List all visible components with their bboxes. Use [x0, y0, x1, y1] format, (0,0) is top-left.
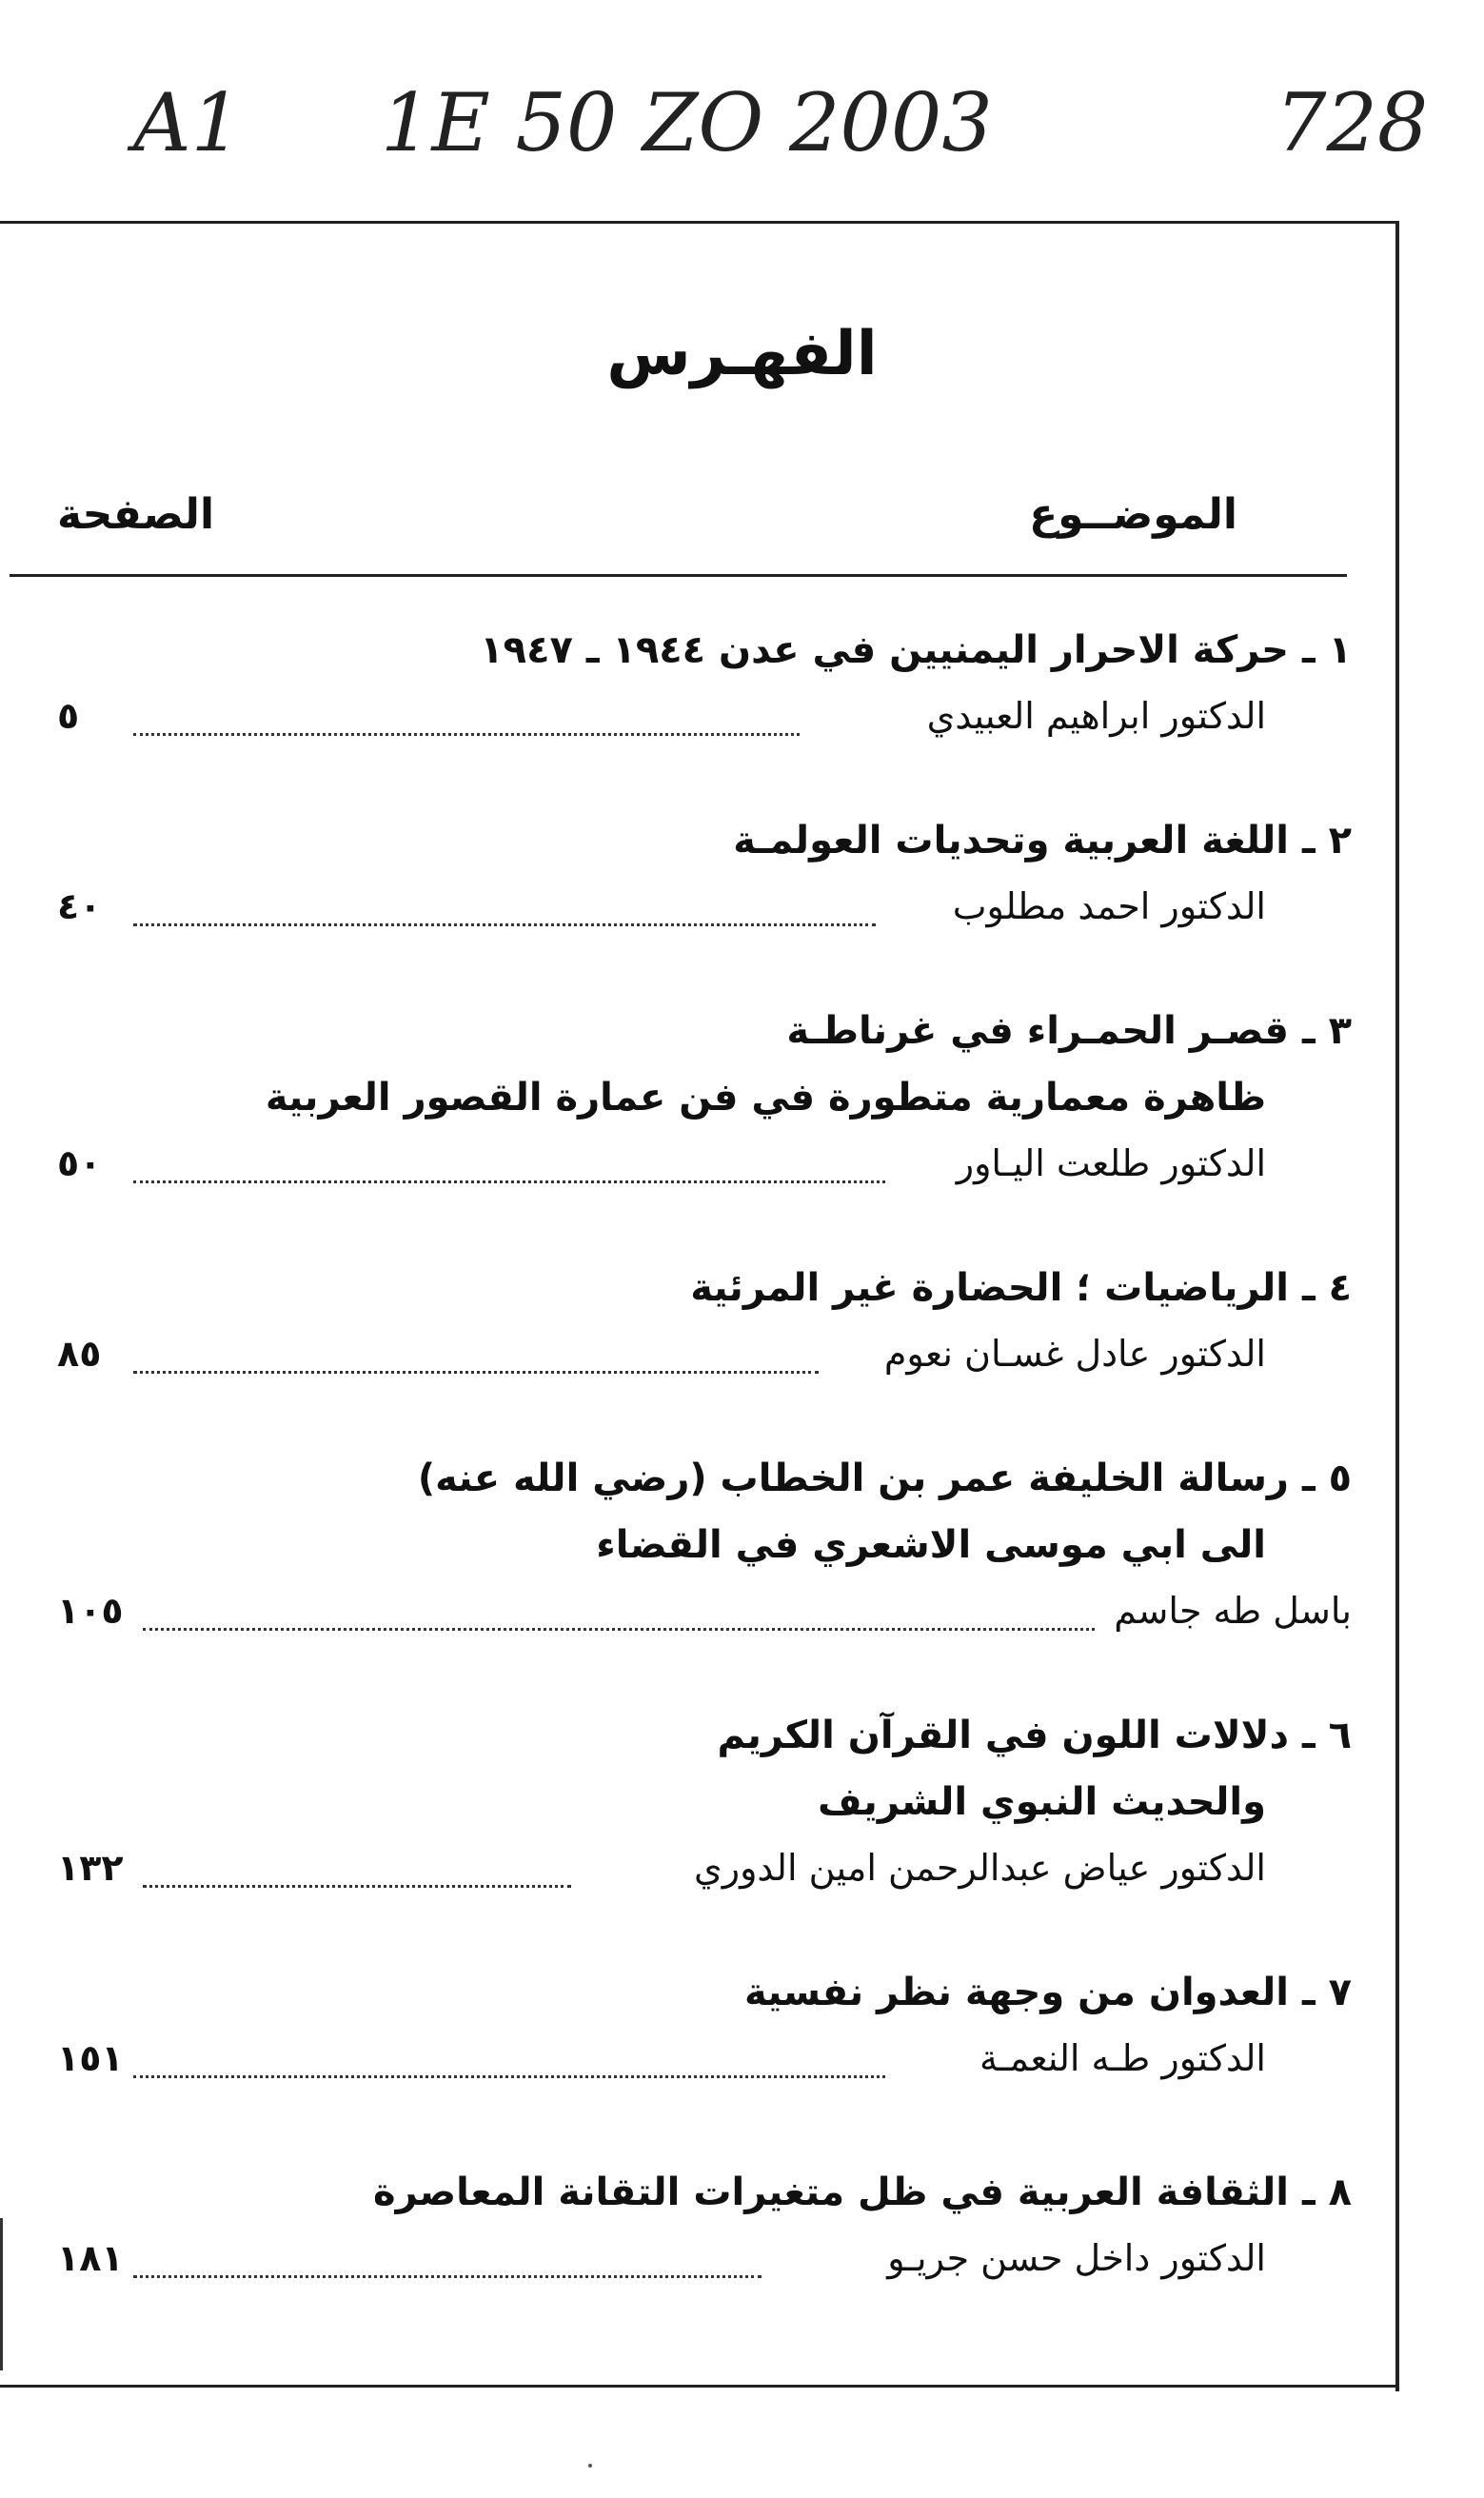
entry-author: الدكتور داخل حسن جريـو — [887, 2237, 1266, 2279]
entry-title-line — [57, 628, 1352, 695]
leader-dots — [133, 733, 800, 736]
entry-page-number: ٨٥ — [57, 1333, 102, 1375]
toc-entry-3 — [57, 1009, 1352, 1209]
leader-dots — [133, 2275, 762, 2278]
entry-title: قصـر الحمـراء في غرناطـة — [786, 1009, 1289, 1053]
topic-column-header: الموضــوع — [1029, 490, 1237, 539]
entry-author: باسل طه جاسم — [1114, 1590, 1352, 1632]
toc-entry-4 — [57, 1266, 1352, 1399]
entry-title: الرياضيات ؛ الحضارة غير المرئية — [690, 1266, 1289, 1310]
page-column-header: الصفحة — [57, 490, 215, 539]
frame-left-border — [0, 2218, 3, 2370]
handwritten-note-c: 728 — [1276, 76, 1429, 169]
entry-number: ٢ ـ — [1301, 819, 1352, 862]
entry-title: حركة الاحرار اليمنيين في عدن ١٩٤٤ ـ ١٩٤٧ — [480, 628, 1289, 672]
entry-title-line — [57, 819, 1352, 885]
scan-speck — [588, 2464, 592, 2468]
entry-number: ٤ ـ — [1301, 1266, 1352, 1310]
header-divider — [10, 574, 1347, 577]
entry-author-line — [57, 1847, 1352, 1913]
leader-dots — [133, 1180, 885, 1183]
entry-title-line — [57, 1971, 1352, 2037]
entry-author: الدكتور عياض عبدالرحمن امين الدوري — [693, 1847, 1266, 1889]
entry-author-line — [57, 1590, 1352, 1656]
page-title: الفهـرس — [606, 319, 878, 389]
entry-author: الدكتور طـه النعمـة — [979, 2037, 1266, 2079]
entry-title-line — [57, 1076, 1352, 1142]
frame-top-border — [0, 221, 1399, 224]
entry-author: الدكتور طلعت اليـاور — [956, 1142, 1266, 1184]
leader-dots — [143, 1885, 571, 1888]
frame-bottom-border — [0, 2385, 1399, 2388]
entry-title: الثقافة العربية في ظل متغيرات التقانة المعاصرة — [373, 2171, 1289, 2214]
entry-author-line — [57, 2237, 1352, 2304]
entry-number: ٣ ـ — [1301, 1009, 1352, 1053]
entry-number: ٧ ـ — [1301, 1971, 1352, 2014]
entry-page-number: ١٣٢ — [57, 1847, 124, 1889]
entry-title-continued: الى ابي موسى الاشعري في القضاء — [596, 1523, 1266, 1567]
entry-author-line — [57, 1142, 1352, 1209]
entry-number: ٨ ـ — [1301, 2171, 1352, 2214]
leader-dots — [133, 923, 876, 926]
entry-page-number: ٥ — [57, 695, 80, 737]
entry-title-line — [57, 1266, 1352, 1333]
handwritten-catalog-note — [95, 57, 1428, 190]
toc-entry-6 — [57, 1714, 1352, 1913]
entry-page-number: ٤٠ — [57, 885, 102, 927]
entry-author-line — [57, 1333, 1352, 1399]
entry-author: الدكتور عادل غسـان نعوم — [883, 1333, 1266, 1375]
toc-entry-5 — [57, 1457, 1352, 1656]
entry-title: دلالات اللون في القرآن الكريم — [717, 1714, 1289, 1757]
entry-number: ١ ـ — [1301, 628, 1352, 672]
entry-title-continued: ظاهرة معمارية متطورة في فن عمارة القصور العربية — [265, 1076, 1266, 1120]
entry-title-continued: والحديث النبوي الشريف — [818, 1780, 1266, 1824]
leader-dots — [133, 1371, 819, 1374]
entry-author: الدكتور ابراهيم العبيدي — [926, 695, 1266, 737]
entry-number: ٦ ـ — [1301, 1714, 1352, 1757]
entry-title-line — [57, 1009, 1352, 1076]
entry-page-number: ١٨١ — [57, 2237, 124, 2279]
entry-title-line — [57, 2171, 1352, 2237]
entry-title-line — [57, 1714, 1352, 1780]
entry-title: رسالة الخليفة عمر بن الخطاب (رضي الله عنه) — [417, 1457, 1289, 1500]
entry-title-line — [57, 1457, 1352, 1523]
handwritten-note-b: 1E 50 ZO 2003 — [381, 76, 993, 169]
leader-dots — [133, 2075, 885, 2078]
entry-title-line — [57, 1780, 1352, 1847]
entry-title: اللغة العربية وتحديات العولمـة — [733, 819, 1289, 862]
toc-entry-1 — [57, 628, 1352, 762]
entry-author-line — [57, 695, 1352, 762]
entry-author-line — [57, 2037, 1352, 2104]
leader-dots — [143, 1628, 1095, 1631]
entry-number: ٥ ـ — [1301, 1457, 1352, 1500]
handwritten-note-a: A1 — [133, 76, 243, 169]
toc-entry-7 — [57, 1971, 1352, 2104]
entry-page-number: ١٠٥ — [57, 1590, 124, 1632]
frame-right-border — [1395, 221, 1399, 2391]
entry-title-line — [57, 1523, 1352, 1590]
column-headers — [57, 490, 1237, 557]
entry-author-line — [57, 885, 1352, 952]
entry-page-number: ٥٠ — [57, 1142, 102, 1184]
entry-page-number: ١٥١ — [57, 2037, 124, 2079]
toc-entry-2 — [57, 819, 1352, 952]
toc-entry-8 — [57, 2171, 1352, 2304]
entry-title: العدوان من وجهة نظر نفسية — [744, 1971, 1289, 2014]
entry-author: الدكتور احمد مطلوب — [952, 885, 1266, 927]
